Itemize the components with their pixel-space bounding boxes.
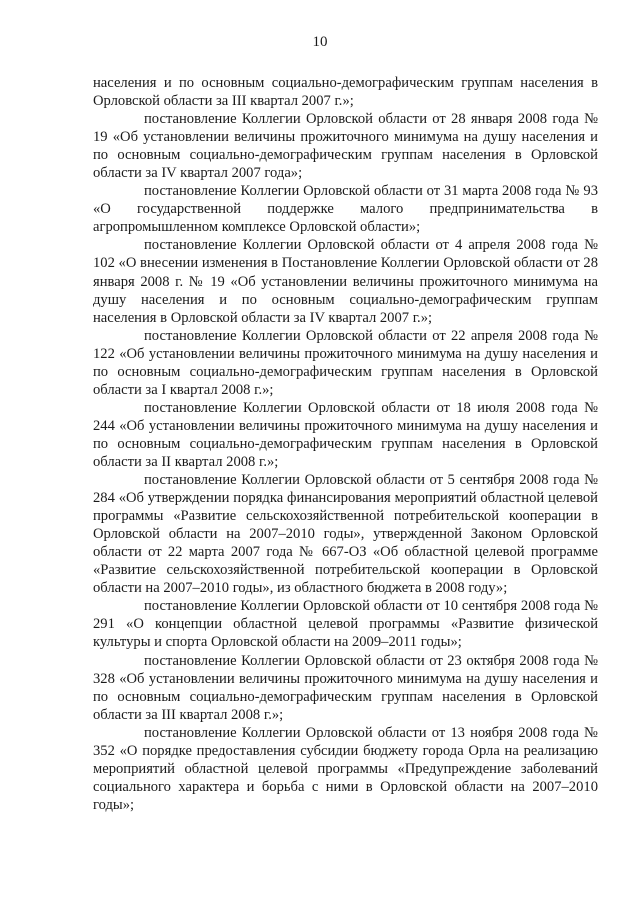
paragraph-resolution-284: постановление Коллегии Орловской области от 5 сентября 2008 года № 284 «Об утверждении порядка финансирования мероприятий областной целевой программы «Развитие сельскохозяйственной потребительской кооперации в Орловской области на 2007–2010 годы», утвержденной Законом Орловской области от 22 марта 2007 года № 667-ОЗ «Об областной целевой программе «Развитие сельскохозяйственной потребительской кооперации в Орловской области на 2007–2010 годы», из областного бюджета в 2008 году»; bbox=[93, 472, 598, 597]
paragraph-resolution-93: постановление Коллегии Орловской области от 31 марта 2008 года № 93 «О государственной поддержке малого предпринимательства в агропромышленном комплексе Орловской области»; bbox=[93, 183, 598, 236]
paragraph-resolution-19: постановление Коллегии Орловской области от 28 января 2008 года № 19 «Об установлении величины прожиточного минимума на душу населения и по основным социально-демографическим группам населения в Орловской области за IV квартал 2007 года»; bbox=[93, 111, 598, 182]
paragraph-resolution-291: постановление Коллегии Орловской области от 10 сентября 2008 года № 291 «О концепции областной целевой программы «Развитие физической культуры и спорта Орловской области на 2009–2011 годы»; bbox=[93, 598, 598, 651]
paragraph-resolution-102: постановление Коллегии Орловской области от 4 апреля 2008 года № 102 «О внесении изменения в Постановление Коллегии Орловской области от 28 января 2008 г. № 19 «Об установлении величины прожиточного минимума на душу населения и по основным социально-демографическим группам населения в Орловской области за IV квартал 2007 г.»; bbox=[93, 237, 598, 326]
paragraph-resolution-352: постановление Коллегии Орловской области от 13 ноября 2008 года № 352 «О порядке предоставления субсидии бюджету города Орла на реализацию мероприятий областной целевой программы «Предупреждение заболеваний социального характера и борьба с ними в Орловской области на 2007–2010 годы»; bbox=[93, 724, 598, 813]
page-number: 10 bbox=[312, 34, 328, 50]
paragraph-resolution-244: постановление Коллегии Орловской области от 18 июля 2008 года № 244 «Об установлении величины прожиточного минимума на душу населения и по основным социально-демографическим группам населения в Орловской области за II квартал 2008 г.»; bbox=[93, 399, 598, 470]
document-body bbox=[93, 74, 598, 814]
paragraph-resolution-122: постановление Коллегии Орловской области от 22 апреля 2008 года № 122 «Об установлении величины прожиточного минимума на душу населения и по основным социально-демографическим группам населения в Орловской области за I квартал 2008 г.»; bbox=[93, 327, 598, 398]
paragraph-continuation: населения и по основным социально-демографическим группам населения в Орловской области за III квартал 2007 г.»; bbox=[93, 75, 598, 110]
paragraph-resolution-328: постановление Коллегии Орловской области от 23 октября 2008 года № 328 «Об установлении величины прожиточного минимума на душу населения и по основным социально-демографическим группам населения в Орловской области за III квартал 2008 г.»; bbox=[93, 652, 598, 723]
